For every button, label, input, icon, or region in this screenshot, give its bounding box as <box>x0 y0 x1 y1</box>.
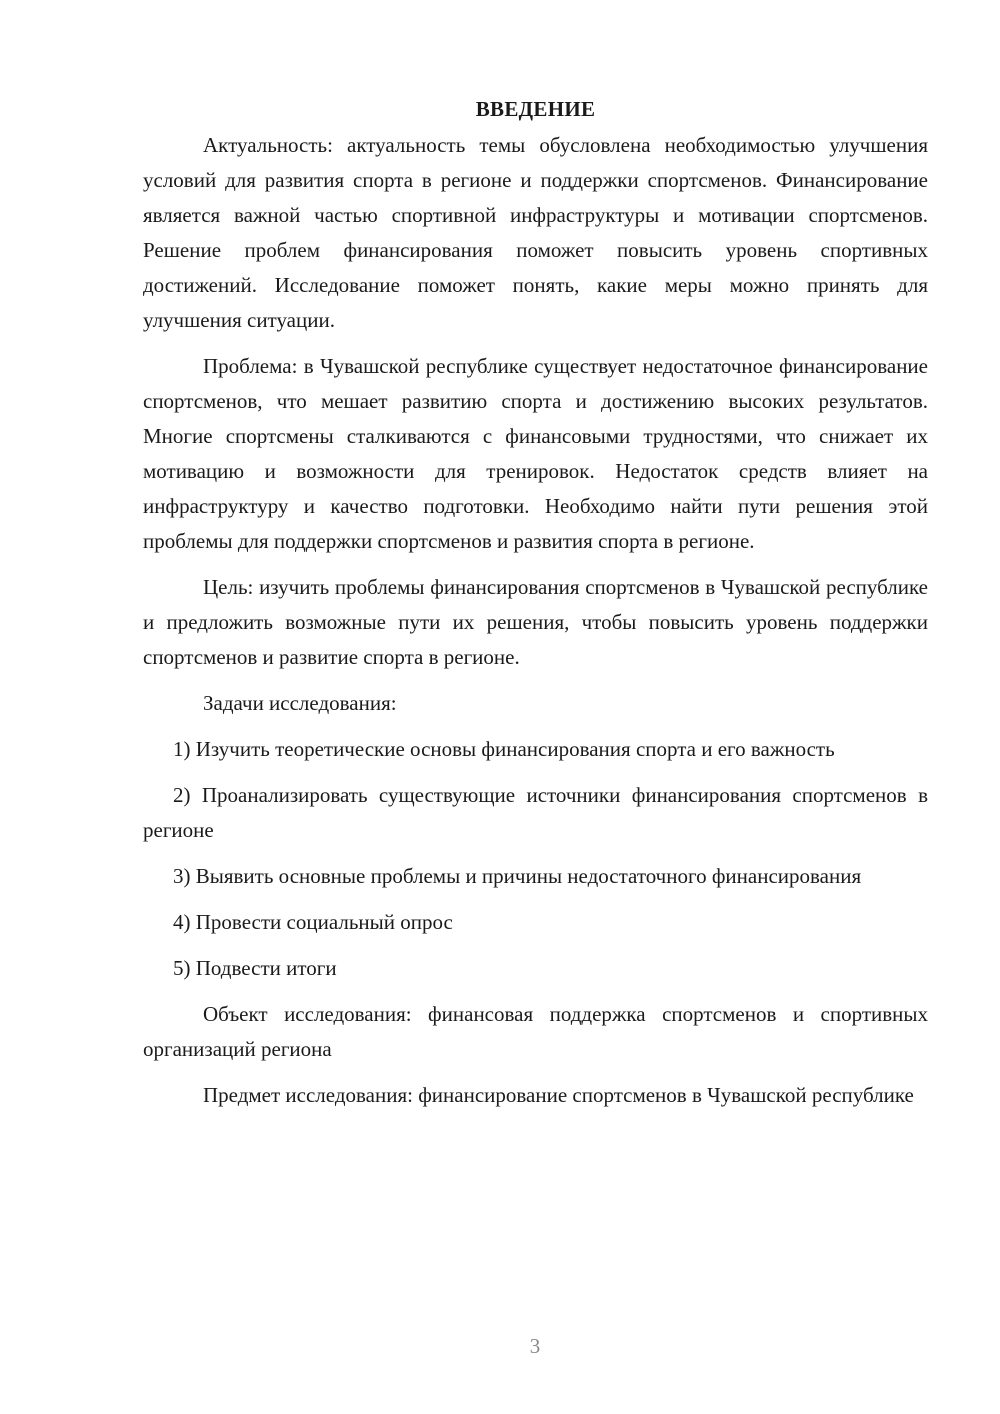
task-item: 4) Провести социальный опрос <box>173 910 453 934</box>
tasks-heading: Задачи исследования: <box>203 691 397 715</box>
task-item: 1) Изучить теоретические основы финансирования спорта и его важность <box>173 737 835 761</box>
document-page <box>143 92 928 1124</box>
problem-paragraph: Проблема: в Чувашской республике существует недостаточное финансирование спортсменов, что мешает развитию спорта и достижению высоких результатов. Многие спортсмены сталкиваются с финансовыми трудностями, что снижает их мотивацию и возможности для тренировок. Недостаток средств влияет на инфраструктуру и качество подготовки. Необходимо найти пути решения этой проблемы для поддержки спортсменов и развития спорта в регионе. <box>143 354 928 553</box>
object-paragraph: Объект исследования: финансовая поддержка спортсменов и спортивных организаций региона <box>143 1002 928 1061</box>
relevance-paragraph: Актуальность: актуальность темы обусловлена необходимостью улучшения условий для развития спорта в регионе и поддержки спортсменов. Финансирование является важной частью спортивной инфраструктуры и мотивации спортсменов. Решение проблем финансирования поможет повысить уровень спортивных достижений. Исследование поможет понять, какие меры можно принять для улучшения ситуации. <box>143 133 928 332</box>
tasks-list <box>143 732 928 986</box>
task-item: 5) Подвести итоги <box>173 956 337 980</box>
goal-paragraph: Цель: изучить проблемы финансирования спортсменов в Чувашской республике и предложить возможные пути их решения, чтобы повысить уровень поддержки спортсменов и развитие спорта в регионе. <box>143 575 928 669</box>
task-item: 2) Проанализировать существующие источники финансирования спортсменов в регионе <box>143 783 928 842</box>
document-title: ВВЕДЕНИЕ <box>475 97 596 121</box>
task-item: 3) Выявить основные проблемы и причины недостаточного финансирования <box>173 864 862 888</box>
page-number: 3 <box>529 1334 541 1358</box>
subject-paragraph: Предмет исследования: финансирование спортсменов в Чувашской республике <box>203 1083 914 1107</box>
